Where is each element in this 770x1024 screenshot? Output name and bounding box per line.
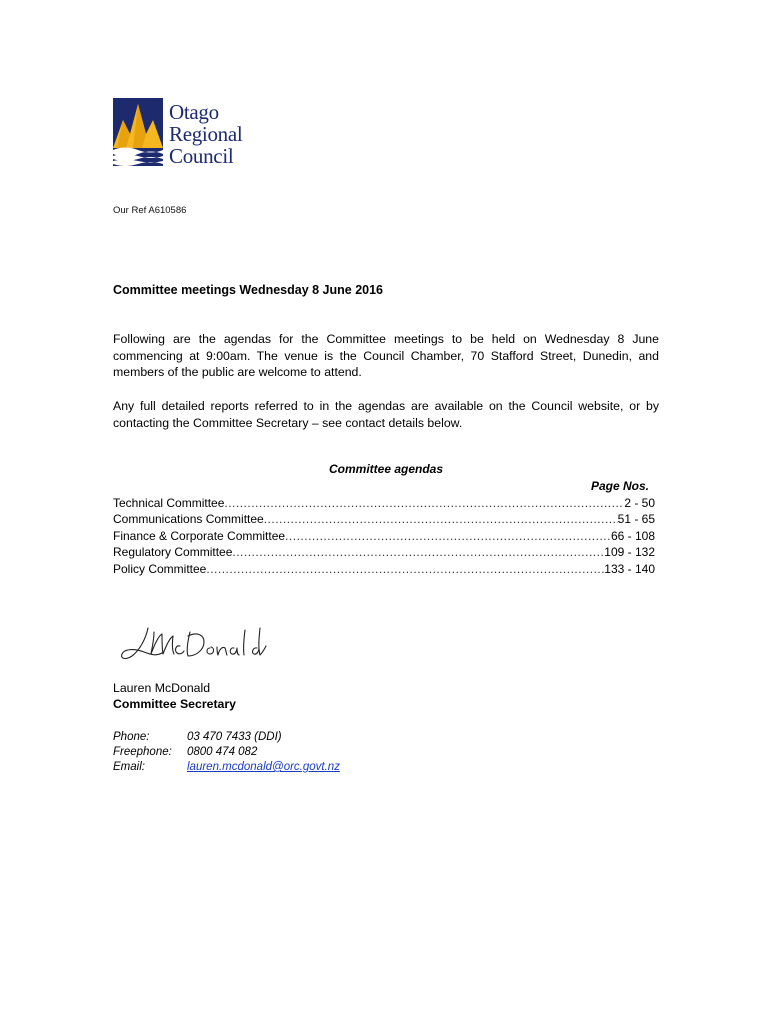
contact-freephone <box>113 745 340 760</box>
agenda-name: Regulatory Committee <box>113 545 233 560</box>
phone-label: Phone: <box>113 731 150 743</box>
agenda-name: Technical Committee <box>113 496 225 510</box>
agenda-pages: 2 - 50 <box>624 496 655 510</box>
contact-details <box>113 730 340 775</box>
signatory-title: Committee Secretary <box>113 697 237 711</box>
reference-number: Our Ref A610586 <box>113 205 187 216</box>
leader-dots <box>264 511 618 527</box>
page-numbers-header: Page Nos. <box>590 479 649 493</box>
leader-dots <box>232 544 604 560</box>
mountain-logo-icon <box>113 98 167 170</box>
agenda-row-technical <box>113 495 655 511</box>
leader-dots <box>206 561 604 577</box>
freephone-value: 0800 474 082 <box>187 746 258 758</box>
logo-wordmark <box>169 101 242 167</box>
reports-paragraph: Any full detailed reports referred to in the agendas are available on the Council website, or by contacting the Committee Secretary – see contact details below. <box>113 399 659 430</box>
agenda-pages: 109 - 132 <box>604 545 655 560</box>
agenda-list <box>113 495 655 577</box>
logo-line-3: Council <box>169 144 234 168</box>
agenda-row-regulatory <box>113 544 655 560</box>
contact-phone <box>113 730 340 745</box>
email-link[interactable]: lauren.mcdonald@orc.govt.nz <box>187 761 340 773</box>
contact-email <box>113 760 340 775</box>
agendas-title: Committee agendas <box>328 462 444 476</box>
agenda-pages: 51 - 65 <box>617 512 655 527</box>
email-label: Email: <box>113 761 145 773</box>
agenda-name: Policy Committee <box>113 561 207 576</box>
letter-heading: Committee meetings Wednesday 8 June 2016 <box>113 283 384 297</box>
agenda-name: Communications Committee <box>113 512 264 527</box>
logo-line-2: Regional <box>169 122 243 146</box>
agenda-pages: 133 - 140 <box>604 561 655 576</box>
agenda-name: Finance & Corporate Committee <box>113 528 286 543</box>
agenda-pages: 66 - 108 <box>610 528 655 543</box>
orc-logo <box>113 98 273 170</box>
phone-value: 03 470 7433 (DDI) <box>187 731 282 743</box>
freephone-label: Freephone: <box>113 746 172 758</box>
agenda-row-communications <box>113 511 655 527</box>
logo-line-1: Otago <box>169 100 219 124</box>
signatory-name: Lauren McDonald <box>113 681 211 695</box>
leader-dots <box>224 495 624 511</box>
leader-dots <box>285 528 611 544</box>
agenda-row-finance <box>113 528 655 544</box>
agenda-row-policy <box>113 561 655 577</box>
handwritten-signature <box>118 622 268 670</box>
intro-paragraph: Following are the agendas for the Committee meetings to be held on Wednesday 8 June commencing at 9:00am. The venue is the Council Chamber, 70 Stafford Street, Dunedin, and members of the public are welcome to attend. <box>113 332 659 379</box>
